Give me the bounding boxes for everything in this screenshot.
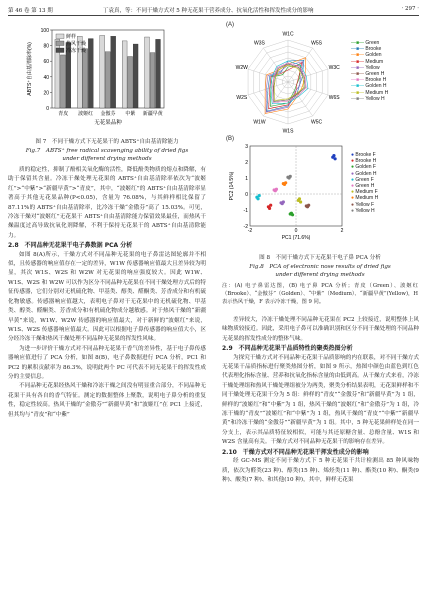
y-axis-label: ABTS⁺自由基清除率(%) [27, 42, 33, 96]
x-tick-label: -2 [247, 228, 253, 234]
bar [150, 53, 155, 108]
bar [145, 37, 150, 108]
legend-swatch [56, 41, 64, 46]
paragraph: 质的稳定性，抑制了酚相关氧化酶的活性，降低酚类物质的熔点和降解，有助于保留其含量。冷冻干燥处理无花果的 ABTS⁺自由基清除率依次为“波姬红”>“中紫”>“新疆早黄”>“青皮”，其中，“波姬红”的 ABTS⁺自由基清除率显著高于其他无花果品种(P<0.05)，含量为 76.08%，与其鲜样相比保留了 87.11%的 ABTS⁺自由基清除率，比冷冻干燥“金傲芬”高了 15.03%。可见，冷冻干燥对“波姬红”无花果干 ABTS⁺自由基清除能力保留效果最佳，而热风干燥温度过高导致抗氧化剂降解，不利于保持无花果干的 ABTS⁺自由基清除能力。 [8, 167, 206, 239]
scatter-point [334, 157, 337, 160]
x-tick-label: 青皮 [58, 111, 69, 117]
x-tick-label: 波姬红 [78, 111, 94, 117]
legend-label: 冷冻干燥 [66, 48, 87, 54]
scatter-point [289, 212, 292, 215]
bar [105, 52, 110, 108]
legend-label: Yellow H [365, 95, 385, 102]
scatter-point [332, 154, 335, 157]
left-column [8, 166, 206, 420]
y-axis-label: PC2 (14.5%) [229, 171, 235, 201]
legend-label: Green [365, 40, 380, 46]
paragraph: 经 GC-MS 测定不同干燥方式下 5 种无花果干共计检测出 85 种风味物质，依次为醛类(23 种)、醇类(15 种)、烯烃类(11 种)、酯类(10 种)、酮类(9 种)、酸类(7 种)、和其他(10 种)，其中，鲜样无花果 [222, 458, 419, 483]
radar-axis-label: W5C [311, 119, 323, 126]
y-tick-label: 20 [43, 90, 49, 97]
fig8-label-a: (A) [226, 22, 234, 28]
legend-label: Brooke F [355, 152, 376, 158]
bar [133, 44, 138, 108]
y-tick-label: 100 [40, 28, 49, 34]
legend-entry: ● Green H [351, 183, 375, 190]
scatter-point [286, 176, 289, 179]
legend-label: Yellow F [355, 201, 375, 208]
legend-swatch [56, 48, 64, 53]
x-tick-label: 新疆早黄 [142, 111, 163, 117]
x-tick-label: 2 [340, 228, 344, 234]
fig8-caption-en-2: under different drying methods [275, 272, 365, 278]
scatter-point [298, 197, 301, 200]
y-tick-label: -1 [243, 208, 248, 214]
scatter-point [273, 188, 276, 191]
legend-swatch [56, 34, 64, 39]
legend-label: Medium H [365, 89, 389, 96]
legend-label: Golden H [355, 170, 377, 177]
bar [100, 35, 105, 108]
bar [83, 49, 88, 108]
fig7-caption-en-2: under different drying methods [62, 156, 152, 162]
journal-volume: 第 46 卷 第 13 期 [8, 8, 53, 14]
fig8-caption-zh: 图 8 不同干燥方式下无花果干电子鼻 PCA 分析 [259, 255, 381, 261]
legend-label: 热风干燥 [66, 41, 87, 47]
bar [128, 57, 133, 108]
y-tick-label: -2 [243, 224, 248, 230]
x-axis-label: 无花果品种 [94, 120, 122, 126]
scatter-point [279, 201, 282, 204]
bar [122, 41, 127, 108]
scatter-point [268, 207, 271, 210]
legend-label: Brooke H [365, 77, 387, 84]
legend-entry: —■— Golden H [351, 83, 387, 90]
legend-label: Green H [355, 183, 375, 190]
fig7-caption-en-1: Fig.7 ABTS⁺ free radical scavenging ability of dried figs [25, 147, 189, 154]
legend-entry: —■— Green H [351, 71, 385, 78]
legend-entry: ● Golden F [351, 164, 376, 171]
x-tick-label: 0 [294, 228, 298, 234]
page-number: · 297 · [401, 6, 419, 12]
legend-entry: —■— Yellow H [351, 95, 385, 102]
x-tick-label: 中紫 [125, 111, 136, 117]
legend-entry: ● Brooke H [351, 158, 377, 165]
scatter-point [299, 200, 302, 203]
legend-label: Golden F [355, 164, 376, 171]
scatter-point [256, 197, 259, 200]
radar-axis-label: W1S [282, 128, 294, 135]
legend-entry: —■— Yellow [351, 64, 380, 71]
legend-entry: ● Medium F [351, 189, 378, 196]
legend-entry: —■— Medium [351, 58, 384, 65]
legend-label: Brooke [365, 46, 382, 53]
legend-entry: ● Brooke F [351, 152, 376, 158]
legend-label: Medium [365, 58, 384, 65]
paragraph: 为探究干燥方式对不同品种无花果干品质影响的内在联系，对不同干燥方式无花果干品质指标进行聚类热图分析，如图 9 所示，热图中颜色由蓝色到红色代表理化指标含量、营养和抗氧化指标含量的由低到高。从干燥方式来看，冷冻干燥处理组和热风干燥处理组被分为两类，聚类分析结果表明，无花果鲜样和不同干燥处理无花果干分为 5 组：鲜样的“青皮”“金傲芬”和“新疆早黄”为 1 组，鲜样的“波姬红”和“中紫”为 1 组，热风干燥的“波姬红”和“金傲芬”为 1 组，冷冻干燥的“青皮”“波姬红”和“中紫”为 1 组，热风干燥的“青皮”“中紫”“新疆早黄”和冷冻干燥的“金傲芬”“新疆早黄”为 1 组。其中，5 种无花果鲜样处在同一分支上，表示其品质特征较相似，可能与其还原糖含量、总酚含量、W1S 和 W2S 含量高有关。干燥方式对不同品种无花果干的影响存在差异。 [222, 354, 419, 446]
fig8-caption-en-1: Fig.8 PCA of electronic nose results of dried figs [249, 263, 391, 270]
paragraph: 不同品种无花果经热风干燥和冷冻干燥之间没有明显重合部分，不同品种无花果干具有各自的香气特征。测定的数据整体上聚散，说明电子鼻分析的重复性，稳定性较高。热风干燥的“金傲芬”“新疆早黄”和“波姬红”在 PC1 上接近，但其均与“青皮”和“中紫” [8, 383, 206, 418]
bar [77, 36, 82, 108]
radar-axis-label: W6S [328, 95, 340, 102]
legend-label: Golden [365, 52, 382, 59]
right-column [222, 316, 419, 485]
y-tick-label: 2 [245, 160, 248, 166]
scatter-point [282, 182, 285, 185]
fig8b-legend [351, 152, 378, 214]
radar-axis-label: W1C [282, 31, 294, 38]
legend-label: Medium F [355, 189, 378, 196]
legend-entry: ● Golden H [351, 170, 377, 177]
section-heading-2-8: 2.8 不同品种无花果干电子鼻数据 PCA 分析 [8, 242, 133, 250]
paragraph: 为进一步评价干燥方式对不同品种无花果干香气的差异性，基于电子鼻传感器响应值进行了 PCA 分析，如图 8(B)，电子鼻数据进行 PCA 分析，PC1 和 PC2 的累积贡献率为 86.3%，说明此两个 PC 可代表不同无花果干的挥发性成分的主要信息。 [8, 345, 206, 380]
legend-entry: —■— Golden [351, 52, 382, 59]
radar-axis-label: W3C [328, 64, 340, 71]
y-tick-label: 0 [245, 192, 248, 198]
legend-entry: ● Yellow H [351, 207, 375, 214]
legend-entry: —■— Green [351, 40, 380, 46]
section-heading-2-9: 2.9 不同品种无花果干品质特性的聚类热图分析 [222, 345, 353, 353]
legend-entry: —■— Medium H [351, 89, 389, 96]
legend-label: Green H [365, 71, 385, 78]
y-tick-label: 1 [245, 176, 248, 182]
legend-label: Green F [355, 176, 374, 183]
y-tick-label: 40 [43, 74, 49, 81]
y-tick-label: 3 [245, 144, 248, 150]
fig8a-radar-chart [226, 26, 350, 136]
fig7-caption [8, 138, 206, 164]
fig7-caption-zh: 图 7 不同干燥方式下无花果干的 ABTS⁺自由基清除能力 [35, 139, 179, 145]
y-tick-label: 0 [46, 106, 49, 112]
fig7-bar-chart [22, 24, 202, 136]
running-header [8, 5, 419, 16]
legend-entry: ● Medium H [351, 195, 379, 202]
scatter-point [269, 204, 272, 207]
scatter-point [305, 204, 308, 207]
paragraph: 差异较大，冷冻干燥处理不同品种无花果在 PC2 上较接近，说明整体上风味物质较接近。因此，采用电子鼻可以准确识别和区分不同干燥处理的不同品种无花果的挥发性成分的整体气味。 [222, 317, 419, 342]
radar-axis-label: W1W [253, 119, 266, 126]
bar [88, 39, 93, 108]
legend-label: Yellow [365, 64, 380, 71]
fig8a-legend [351, 40, 388, 102]
radar-axis-label: W2W [235, 64, 248, 71]
radar-axis-label: W2S [236, 95, 248, 102]
legend-label: Medium H [355, 195, 379, 202]
fig8b-pca-scatter [226, 140, 350, 250]
fig8-caption [222, 254, 418, 280]
bar [111, 36, 116, 108]
radar-axis-label: W5S [311, 40, 322, 47]
fig8-note: 注：(A) 电子鼻雷达图，(B) 电子鼻 PCA 分析；青皮（Green）、波姬红（Brooke）、“金傲芬”（Golden）、“中紫”（Medium）、“新疆早黄”(Yellow)，H 表示热风干燥，F 表示冷冻干燥，图 9 同。 [222, 283, 418, 306]
y-tick-label: 80 [43, 43, 49, 50]
section-heading-2-10: 2.10 干燥方式对不同品种无花果干挥发性成分的影响 [222, 448, 369, 456]
bar [60, 55, 65, 108]
y-tick-label: 60 [43, 59, 49, 66]
x-tick-label: 金傲芬 [100, 111, 116, 117]
paragraph: 如图 8(A)所示，干燥方式对不同品种无花果的电子鼻雷达图轮廓并不相似，且传感器的响应值存在一定的差异，W1W 传感器响应值最大且差异较为明显，其次 W1S、W2S 和 W2W 对无花果的响应强度较大。因此 W1W、W1S、W2S 和 W2W 可以作为区分不同品种无花果在不同干燥处理方式后的特征传感器，它们分别对无机硫化物、甲基类、醇类、醛酮类、芳香成分和有机硫化物敏感。传感器响应值越大，表明电子鼻对干无花果中的无机硫化物、甲基类、醇类、醛酮类、芳香成分和有机硫化物成分越敏感。对于热风干燥的“新疆早黄”来说，W1W、W2W 传感器的响应值最大，对于新鲜的“波姬红”来说，W1S、W2S 传感器响应值最大。因此可以根据电子鼻传感器的响应值大小，区分经冷冻干燥和热风干燥处理不同品种无花果的挥发性风味。 [8, 251, 206, 343]
article-running-title: 丁袁真，等：不同干燥方式对 5 种无花果干营养成分、抗氧化活性和挥发性成分的影响 [103, 8, 314, 14]
legend-label: Brooke H [355, 158, 377, 165]
legend-label: Yellow H [355, 207, 375, 214]
legend-entry: —■— Brooke H [351, 77, 387, 84]
scatter-point [258, 194, 261, 197]
legend-label: 鲜样 [66, 34, 77, 40]
legend-entry: ● Yellow F [351, 201, 375, 208]
legend-label: Golden H [365, 83, 387, 90]
legend-entry: —■— Brooke [351, 46, 382, 53]
radar-axis-label: W3S [254, 40, 265, 47]
bar [156, 39, 161, 108]
x-axis-label: PC1 (71.6%) [281, 235, 311, 241]
legend-entry: ● Green F [351, 176, 374, 183]
fig8-label-b: (B) [226, 136, 234, 142]
